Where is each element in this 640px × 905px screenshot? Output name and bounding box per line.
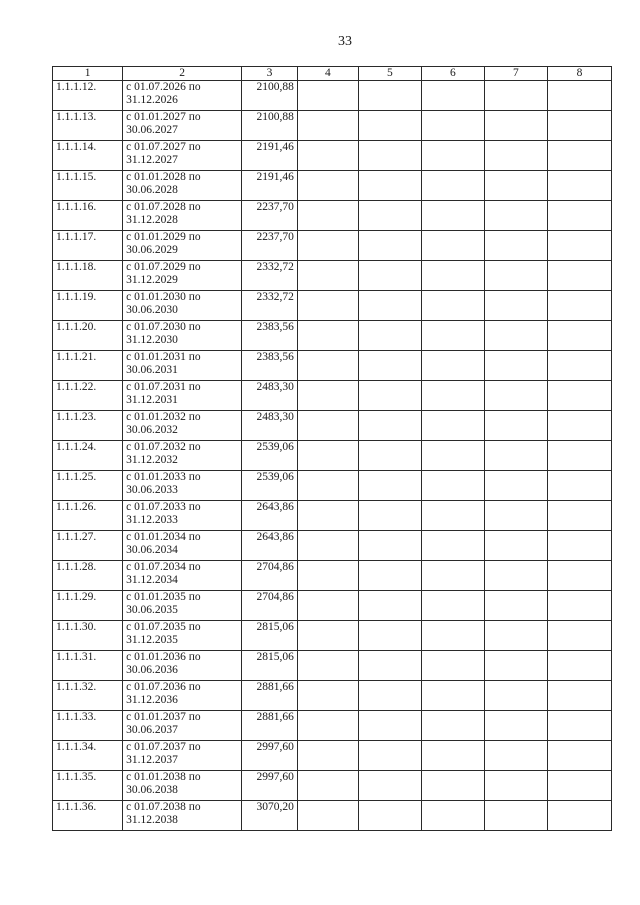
table-row — [53, 261, 612, 291]
empty-cell-col-5 — [358, 471, 421, 501]
page-number: 33 — [338, 34, 352, 49]
price-cell: 2881,66 — [242, 711, 298, 741]
row-number-cell: 1.1.1.28. — [53, 561, 123, 591]
price-cell: 2483,30 — [242, 411, 298, 441]
empty-cell-col-7 — [484, 351, 547, 381]
empty-cell-col-4 — [297, 591, 358, 621]
empty-cell-col-5 — [358, 201, 421, 231]
column-header-7: 7 — [484, 67, 547, 81]
empty-cell-col-6 — [421, 381, 484, 411]
row-number-cell: 1.1.1.15. — [53, 171, 123, 201]
table-row — [53, 711, 612, 741]
empty-cell-col-6 — [421, 351, 484, 381]
empty-cell-col-4 — [297, 411, 358, 441]
price-cell: 2539,06 — [242, 441, 298, 471]
price-cell: 2539,06 — [242, 471, 298, 501]
empty-cell-col-6 — [421, 621, 484, 651]
table-row — [53, 291, 612, 321]
empty-cell-col-8 — [547, 201, 611, 231]
empty-cell-col-8 — [547, 621, 611, 651]
period-cell: с 01.01.2031 по 30.06.2031 — [123, 351, 242, 381]
empty-cell-col-4 — [297, 471, 358, 501]
period-cell: с 01.07.2037 по 31.12.2037 — [123, 741, 242, 771]
empty-cell-col-8 — [547, 801, 611, 831]
period-cell: с 01.01.2036 по 30.06.2036 — [123, 651, 242, 681]
row-number-cell: 1.1.1.19. — [53, 291, 123, 321]
empty-cell-col-5 — [358, 321, 421, 351]
empty-cell-col-4 — [297, 501, 358, 531]
column-header-8: 8 — [547, 67, 611, 81]
empty-cell-col-6 — [421, 441, 484, 471]
empty-cell-col-4 — [297, 111, 358, 141]
empty-cell-col-7 — [484, 171, 547, 201]
table-row — [53, 531, 612, 561]
empty-cell-col-5 — [358, 801, 421, 831]
empty-cell-col-8 — [547, 531, 611, 561]
table-row — [53, 771, 612, 801]
empty-cell-col-8 — [547, 591, 611, 621]
row-number-cell: 1.1.1.25. — [53, 471, 123, 501]
empty-cell-col-5 — [358, 261, 421, 291]
price-cell: 2100,88 — [242, 111, 298, 141]
empty-cell-col-4 — [297, 261, 358, 291]
price-cell: 2483,30 — [242, 381, 298, 411]
period-cell: с 01.07.2026 по 31.12.2026 — [123, 81, 242, 111]
price-cell: 2997,60 — [242, 741, 298, 771]
row-number-cell: 1.1.1.20. — [53, 321, 123, 351]
empty-cell-col-6 — [421, 171, 484, 201]
empty-cell-col-7 — [484, 201, 547, 231]
price-cell: 2237,70 — [242, 201, 298, 231]
row-number-cell: 1.1.1.32. — [53, 681, 123, 711]
column-header-5: 5 — [358, 67, 421, 81]
empty-cell-col-8 — [547, 141, 611, 171]
empty-cell-col-7 — [484, 291, 547, 321]
empty-cell-col-5 — [358, 681, 421, 711]
empty-cell-col-8 — [547, 681, 611, 711]
empty-cell-col-4 — [297, 771, 358, 801]
empty-cell-col-4 — [297, 621, 358, 651]
table-row — [53, 81, 612, 111]
period-cell: с 01.01.2037 по 30.06.2037 — [123, 711, 242, 741]
table-row — [53, 231, 612, 261]
row-number-cell: 1.1.1.18. — [53, 261, 123, 291]
row-number-cell: 1.1.1.35. — [53, 771, 123, 801]
empty-cell-col-6 — [421, 711, 484, 741]
empty-cell-col-5 — [358, 141, 421, 171]
row-number-cell: 1.1.1.24. — [53, 441, 123, 471]
empty-cell-col-7 — [484, 411, 547, 441]
empty-cell-col-7 — [484, 621, 547, 651]
price-cell: 2881,66 — [242, 681, 298, 711]
period-cell: с 01.01.2032 по 30.06.2032 — [123, 411, 242, 441]
table-row — [53, 381, 612, 411]
period-cell: с 01.01.2033 по 30.06.2033 — [123, 471, 242, 501]
empty-cell-col-7 — [484, 261, 547, 291]
empty-cell-col-7 — [484, 141, 547, 171]
empty-cell-col-7 — [484, 381, 547, 411]
column-header-4: 4 — [297, 67, 358, 81]
column-header-6: 6 — [421, 67, 484, 81]
empty-cell-col-5 — [358, 171, 421, 201]
empty-cell-col-6 — [421, 231, 484, 261]
empty-cell-col-6 — [421, 201, 484, 231]
empty-cell-col-4 — [297, 741, 358, 771]
table-row — [53, 111, 612, 141]
empty-cell-col-8 — [547, 771, 611, 801]
row-number-cell: 1.1.1.36. — [53, 801, 123, 831]
price-cell: 2383,56 — [242, 321, 298, 351]
empty-cell-col-6 — [421, 291, 484, 321]
empty-cell-col-7 — [484, 771, 547, 801]
empty-cell-col-8 — [547, 651, 611, 681]
empty-cell-col-5 — [358, 381, 421, 411]
table-row — [53, 321, 612, 351]
empty-cell-col-4 — [297, 801, 358, 831]
empty-cell-col-5 — [358, 231, 421, 261]
table-row — [53, 471, 612, 501]
empty-cell-col-5 — [358, 291, 421, 321]
price-cell: 2191,46 — [242, 171, 298, 201]
empty-cell-col-4 — [297, 561, 358, 591]
table-row — [53, 621, 612, 651]
table-row — [53, 171, 612, 201]
empty-cell-col-4 — [297, 141, 358, 171]
table-row — [53, 651, 612, 681]
empty-cell-col-8 — [547, 501, 611, 531]
table-row — [53, 411, 612, 441]
period-cell: с 01.01.2030 по 30.06.2030 — [123, 291, 242, 321]
row-number-cell: 1.1.1.29. — [53, 591, 123, 621]
empty-cell-col-7 — [484, 111, 547, 141]
empty-cell-col-8 — [547, 261, 611, 291]
empty-cell-col-4 — [297, 351, 358, 381]
empty-cell-col-4 — [297, 171, 358, 201]
empty-cell-col-7 — [484, 81, 547, 111]
table-row — [53, 801, 612, 831]
price-cell: 2332,72 — [242, 291, 298, 321]
empty-cell-col-6 — [421, 261, 484, 291]
empty-cell-col-6 — [421, 561, 484, 591]
table-row — [53, 441, 612, 471]
row-number-cell: 1.1.1.31. — [53, 651, 123, 681]
empty-cell-col-8 — [547, 411, 611, 441]
period-cell: с 01.07.2033 по 31.12.2033 — [123, 501, 242, 531]
table-row — [53, 561, 612, 591]
empty-cell-col-5 — [358, 591, 421, 621]
period-cell: с 01.07.2034 по 31.12.2034 — [123, 561, 242, 591]
empty-cell-col-8 — [547, 171, 611, 201]
column-header-1: 1 — [53, 67, 123, 81]
empty-cell-col-5 — [358, 711, 421, 741]
price-cell: 3070,20 — [242, 801, 298, 831]
period-cell: с 01.01.2027 по 30.06.2027 — [123, 111, 242, 141]
price-cell: 2100,88 — [242, 81, 298, 111]
empty-cell-col-8 — [547, 81, 611, 111]
empty-cell-col-6 — [421, 591, 484, 621]
header-row — [53, 67, 612, 81]
column-header-2: 2 — [123, 67, 242, 81]
table-row — [53, 591, 612, 621]
empty-cell-col-5 — [358, 111, 421, 141]
empty-cell-col-6 — [421, 651, 484, 681]
row-number-cell: 1.1.1.34. — [53, 741, 123, 771]
empty-cell-col-4 — [297, 681, 358, 711]
row-number-cell: 1.1.1.30. — [53, 621, 123, 651]
empty-cell-col-7 — [484, 741, 547, 771]
price-cell: 2643,86 — [242, 531, 298, 561]
price-cell: 2815,06 — [242, 621, 298, 651]
empty-cell-col-5 — [358, 741, 421, 771]
row-number-cell: 1.1.1.16. — [53, 201, 123, 231]
period-cell: с 01.07.2030 по 31.12.2030 — [123, 321, 242, 351]
table-row — [53, 201, 612, 231]
row-number-cell: 1.1.1.23. — [53, 411, 123, 441]
table-row — [53, 681, 612, 711]
table-row — [53, 351, 612, 381]
price-cell: 2997,60 — [242, 771, 298, 801]
period-cell: с 01.07.2029 по 31.12.2029 — [123, 261, 242, 291]
empty-cell-col-6 — [421, 741, 484, 771]
table-row — [53, 141, 612, 171]
period-cell: с 01.01.2038 по 30.06.2038 — [123, 771, 242, 801]
empty-cell-col-8 — [547, 741, 611, 771]
price-cell: 2191,46 — [242, 141, 298, 171]
empty-cell-col-5 — [358, 441, 421, 471]
empty-cell-col-4 — [297, 81, 358, 111]
period-cell: с 01.07.2038 по 31.12.2038 — [123, 801, 242, 831]
empty-cell-col-5 — [358, 621, 421, 651]
empty-cell-col-7 — [484, 501, 547, 531]
empty-cell-col-6 — [421, 411, 484, 441]
empty-cell-col-5 — [358, 771, 421, 801]
empty-cell-col-7 — [484, 471, 547, 501]
period-cell: с 01.07.2027 по 31.12.2027 — [123, 141, 242, 171]
empty-cell-col-5 — [358, 351, 421, 381]
empty-cell-col-5 — [358, 531, 421, 561]
empty-cell-col-6 — [421, 501, 484, 531]
empty-cell-col-8 — [547, 471, 611, 501]
row-number-cell: 1.1.1.12. — [53, 81, 123, 111]
empty-cell-col-8 — [547, 351, 611, 381]
period-cell: с 01.07.2036 по 31.12.2036 — [123, 681, 242, 711]
price-cell: 2704,86 — [242, 561, 298, 591]
empty-cell-col-7 — [484, 531, 547, 561]
empty-cell-col-4 — [297, 531, 358, 561]
empty-cell-col-4 — [297, 651, 358, 681]
empty-cell-col-8 — [547, 321, 611, 351]
empty-cell-col-4 — [297, 231, 358, 261]
empty-cell-col-4 — [297, 321, 358, 351]
row-number-cell: 1.1.1.26. — [53, 501, 123, 531]
empty-cell-col-7 — [484, 591, 547, 621]
empty-cell-col-7 — [484, 681, 547, 711]
empty-cell-col-7 — [484, 231, 547, 261]
price-cell: 2383,56 — [242, 351, 298, 381]
empty-cell-col-7 — [484, 321, 547, 351]
empty-cell-col-7 — [484, 651, 547, 681]
empty-cell-col-6 — [421, 81, 484, 111]
period-cell: с 01.07.2031 по 31.12.2031 — [123, 381, 242, 411]
empty-cell-col-7 — [484, 441, 547, 471]
tariff-table — [52, 66, 612, 831]
table-body — [53, 81, 612, 831]
empty-cell-col-6 — [421, 771, 484, 801]
empty-cell-col-4 — [297, 711, 358, 741]
row-number-cell: 1.1.1.33. — [53, 711, 123, 741]
period-cell: с 01.01.2035 по 30.06.2035 — [123, 591, 242, 621]
empty-cell-col-6 — [421, 471, 484, 501]
empty-cell-col-7 — [484, 561, 547, 591]
row-number-cell: 1.1.1.22. — [53, 381, 123, 411]
empty-cell-col-6 — [421, 321, 484, 351]
empty-cell-col-5 — [358, 561, 421, 591]
empty-cell-col-8 — [547, 381, 611, 411]
empty-cell-col-6 — [421, 111, 484, 141]
column-header-3: 3 — [242, 67, 298, 81]
empty-cell-col-5 — [358, 411, 421, 441]
price-cell: 2643,86 — [242, 501, 298, 531]
empty-cell-col-5 — [358, 651, 421, 681]
price-cell: 2332,72 — [242, 261, 298, 291]
period-cell: с 01.07.2028 по 31.12.2028 — [123, 201, 242, 231]
empty-cell-col-8 — [547, 711, 611, 741]
row-number-cell: 1.1.1.13. — [53, 111, 123, 141]
empty-cell-col-6 — [421, 531, 484, 561]
table-row — [53, 501, 612, 531]
empty-cell-col-4 — [297, 291, 358, 321]
price-cell: 2237,70 — [242, 231, 298, 261]
period-cell: с 01.01.2034 по 30.06.2034 — [123, 531, 242, 561]
empty-cell-col-8 — [547, 441, 611, 471]
empty-cell-col-8 — [547, 561, 611, 591]
period-cell: с 01.01.2029 по 30.06.2029 — [123, 231, 242, 261]
period-cell: с 01.07.2035 по 31.12.2035 — [123, 621, 242, 651]
empty-cell-col-8 — [547, 111, 611, 141]
price-cell: 2815,06 — [242, 651, 298, 681]
empty-cell-col-4 — [297, 381, 358, 411]
price-cell: 2704,86 — [242, 591, 298, 621]
row-number-cell: 1.1.1.27. — [53, 531, 123, 561]
empty-cell-col-7 — [484, 711, 547, 741]
empty-cell-col-6 — [421, 681, 484, 711]
row-number-cell: 1.1.1.17. — [53, 231, 123, 261]
empty-cell-col-5 — [358, 81, 421, 111]
period-cell: с 01.07.2032 по 31.12.2032 — [123, 441, 242, 471]
empty-cell-col-5 — [358, 501, 421, 531]
empty-cell-col-8 — [547, 231, 611, 261]
period-cell: с 01.01.2028 по 30.06.2028 — [123, 171, 242, 201]
empty-cell-col-7 — [484, 801, 547, 831]
row-number-cell: 1.1.1.14. — [53, 141, 123, 171]
empty-cell-col-4 — [297, 201, 358, 231]
row-number-cell: 1.1.1.21. — [53, 351, 123, 381]
table-row — [53, 741, 612, 771]
empty-cell-col-8 — [547, 291, 611, 321]
empty-cell-col-4 — [297, 441, 358, 471]
empty-cell-col-6 — [421, 801, 484, 831]
empty-cell-col-6 — [421, 141, 484, 171]
